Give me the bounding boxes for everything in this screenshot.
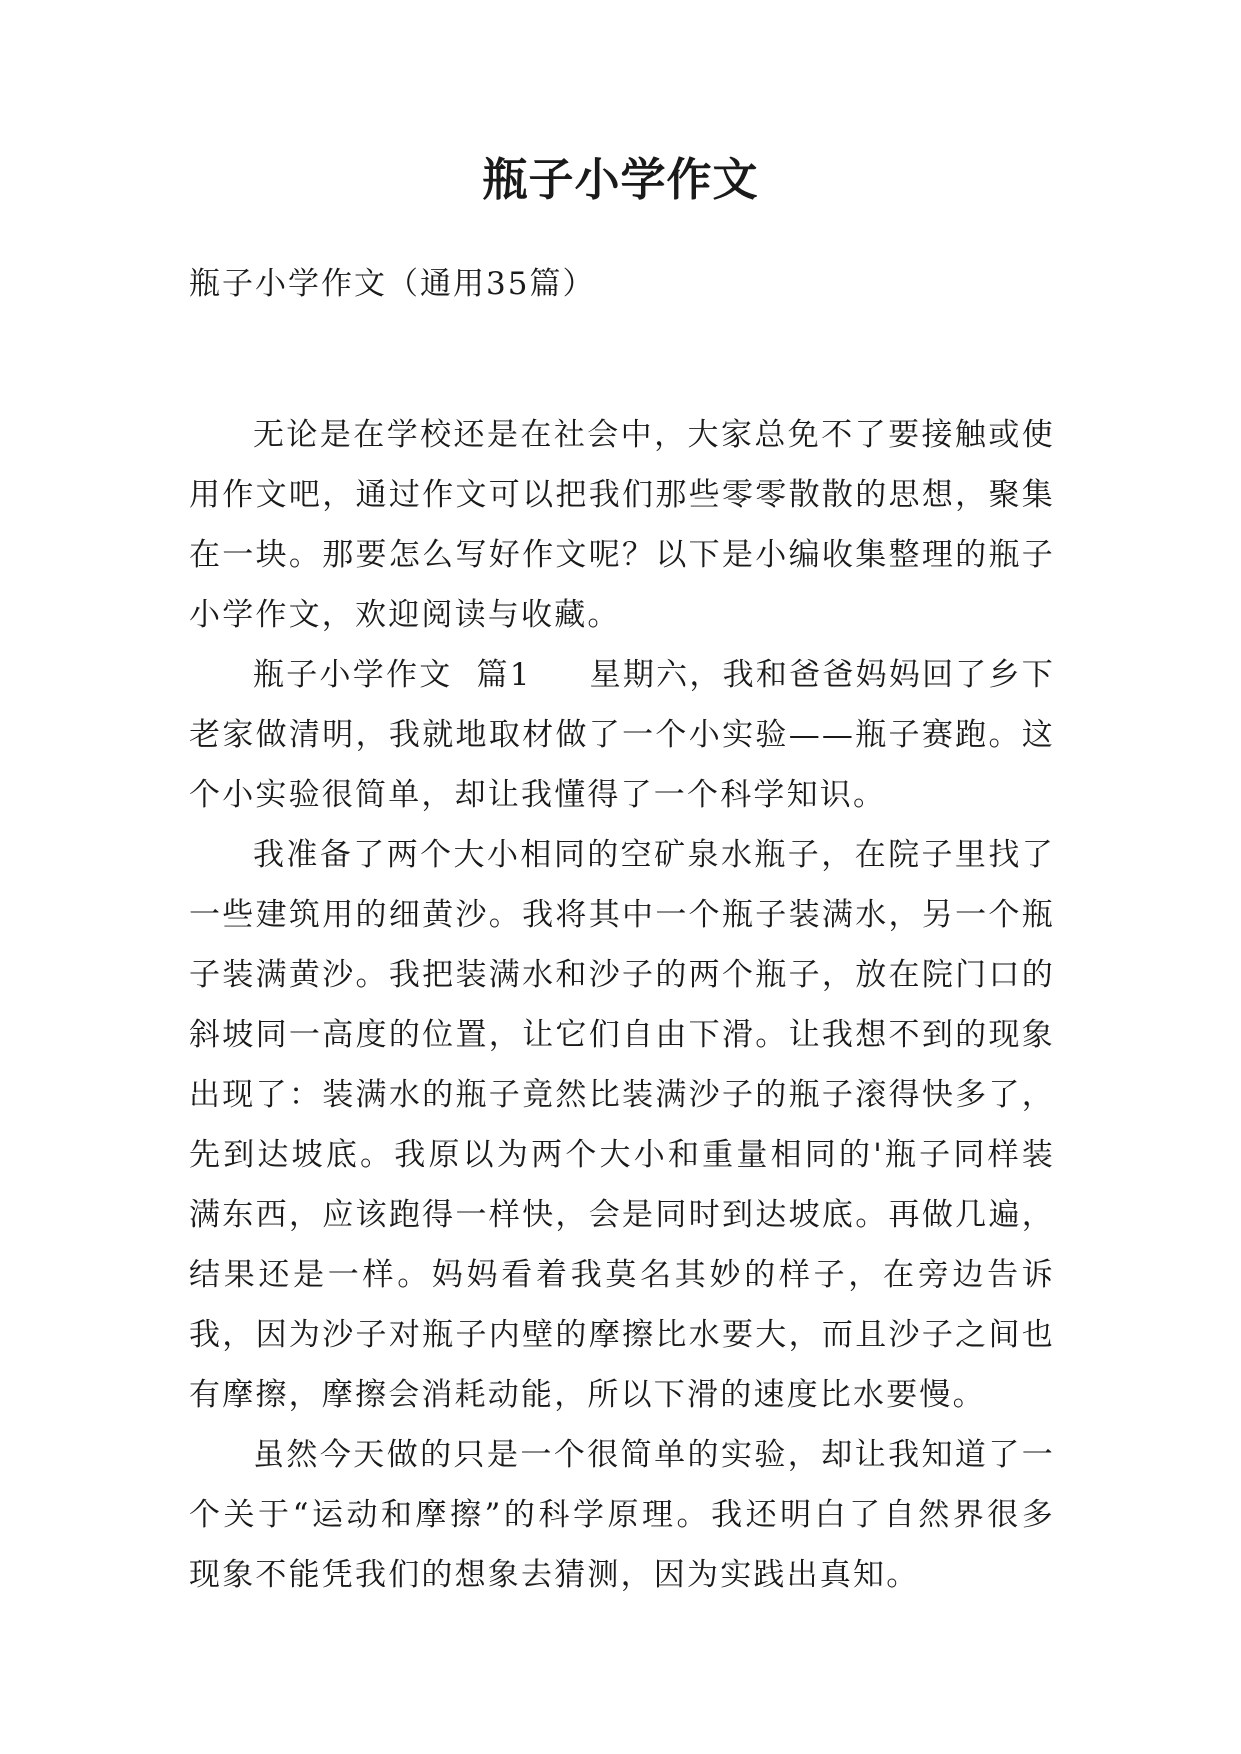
essay-1-opening-paragraph	[189, 645, 1055, 825]
essay-1-part-label: 篇1	[476, 657, 532, 693]
essay-1-paragraph-2: 我准备了两个大小相同的空矿泉水瓶子，在院子里找了一些建筑用的细黄沙。我将其中一个瓶子装满水，另一个瓶子装满黄沙。我把装满水和沙子的两个瓶子，放在院门口的斜坡同一高度的位置，让它们自由下滑。让我想不到的现象出现了：装满水的瓶子竟然比装满沙子的瓶子滚得快多了，先到达坡底。我原以为两个大小和重量相同的'瓶子同样装满东西，应该跑得一样快，会是同时到达坡底。再做几遍，结果还是一样。妈妈看着我莫名其妙的样子，在旁边告诉我，因为沙子对瓶子内壁的摩擦比水要大，而且沙子之间也有摩擦，摩擦会消耗动能，所以下滑的速度比水要慢。	[189, 837, 1055, 1413]
document-subtitle: 瓶子小学作文（通用35篇）	[189, 266, 596, 302]
document-body	[189, 405, 1055, 1605]
intro-paragraph: 无论是在学校还是在社会中，大家总免不了要接触或使用作文吧，通过作文可以把我们那些零零散散的思想，聚集在一块。那要怎么写好作文呢？以下是小编收集整理的瓶子小学作文，欢迎阅读与收藏。	[189, 417, 1055, 633]
essay-1-first-paragraph: 星期六，我和爸爸妈妈回了乡下老家做清明，我就地取材做了一个小实验——瓶子赛跑。这个小实验很简单，却让我懂得了一个科学知识。	[189, 657, 1055, 813]
essay-1-paragraph-3: 虽然今天做的只是一个很简单的实验，却让我知道了一个关于“运动和摩擦”的科学原理。我还明白了自然界很多现象不能凭我们的想象去猜测，因为实践出真知。	[189, 1437, 1055, 1593]
essay-1-heading: 瓶子小学作文	[253, 657, 453, 693]
document-title: 瓶子小学作文	[482, 153, 759, 206]
